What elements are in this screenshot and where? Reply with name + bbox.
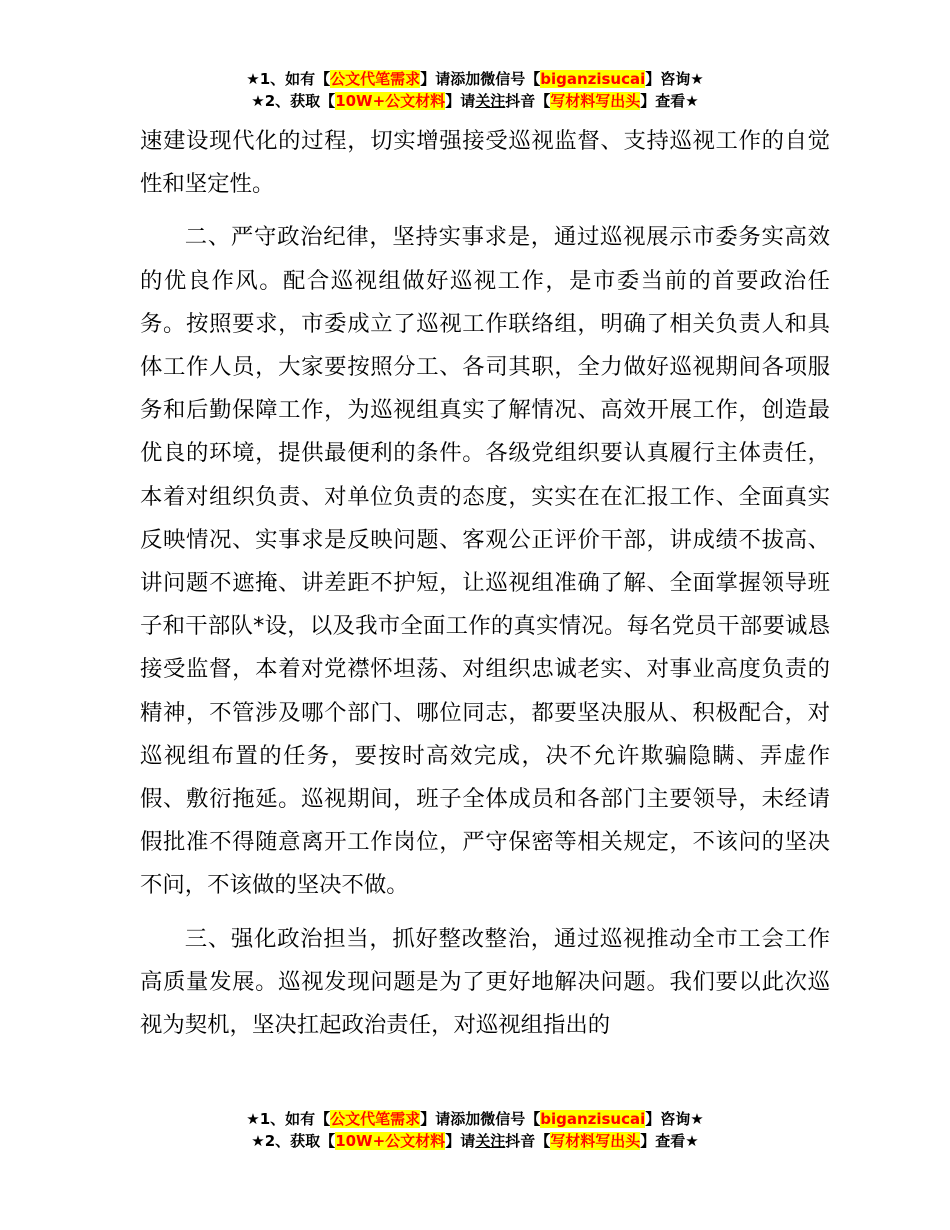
highlight-wechat-id: biganzisucai <box>540 1110 646 1128</box>
highlight-ghostwriting: 公文代笔需求 <box>330 70 421 88</box>
paragraph-section-2: 二、严守政治纪律，坚持实事求是，通过巡视展示市委务实高效的优良作风。配合巡视组做好巡视工作，是市委当前的首要政治任务。按照要求，市委成立了巡视工作联络组，明确了相关负责人和具体工作人员，大家要按照分工、各司其职，全力做好巡视期间各项服务和后勤保障工作，为巡视组真实了解情况、高效开展工作，创造最优良的环境，提供最便利的条件。各级党组织要认真履行主体责任，本着对组织负责、对单位负责的态度，实实在在汇报工作、全面真实反映情况、实事求是反映问题、客观公正评价干部，讲成绩不拔高、讲问题不遮掩、讲差距不护短，让巡视组准确了解、全面掌握领导班子和干部队*设，以及我市全面工作的真实情况。每名党员干部要诚恳接受监督，本着对党襟怀坦荡、对组织忠诚老实、对事业高度负责的精神，不管涉及哪个部门、哪位同志，都要坚决服从、积极配合，对巡视组布置的任务，要按时高效完成，决不允许欺骗隐瞒、弄虚作假、敷衍拖延。巡视期间，班子全体成员和各部门主要领导，未经请假批准不得随意离开工作岗位，严守保密等相关规定，不该问的坚决不问，不该做的坚决不做。 <box>140 224 830 899</box>
footer-banner <box>0 1108 950 1152</box>
banner-line-1: ★1、如有【公文代笔需求】请添加微信号【biganzisucai】咨询★ <box>246 1110 704 1128</box>
underlined-follow: 关注 <box>475 1132 506 1150</box>
banner-line-2: ★2、获取【10W+公文材料】请关注抖音【写材料写出头】查看★ <box>251 92 699 110</box>
highlight-wechat-id: biganzisucai <box>540 70 646 88</box>
document-body <box>140 120 830 1047</box>
banner-line-2: ★2、获取【10W+公文材料】请关注抖音【写材料写出头】查看★ <box>251 1132 699 1150</box>
underlined-follow: 关注 <box>475 92 506 110</box>
paragraph-section-3: 三、强化政治担当，抓好整改整治，通过巡视推动全市工会工作高质量发展。巡视发现问题是为了更好地解决问题。我们要以此次巡视为契机，坚决扛起政治责任，对巡视组指出的 <box>140 925 830 1039</box>
highlight-materials: 10W+公文材料 <box>335 92 446 110</box>
highlight-ghostwriting: 公文代笔需求 <box>330 1110 421 1128</box>
header-banner <box>0 68 950 112</box>
highlight-douyin-account: 写材料写出头 <box>550 1132 641 1150</box>
highlight-douyin-account: 写材料写出头 <box>550 92 641 110</box>
paragraph-continuation: 速建设现代化的过程，切实增强接受巡视监督、支持巡视工作的自觉性和坚定性。 <box>140 128 830 198</box>
highlight-materials: 10W+公文材料 <box>335 1132 446 1150</box>
banner-line-1: ★1、如有【公文代笔需求】请添加微信号【biganzisucai】咨询★ <box>246 70 704 88</box>
